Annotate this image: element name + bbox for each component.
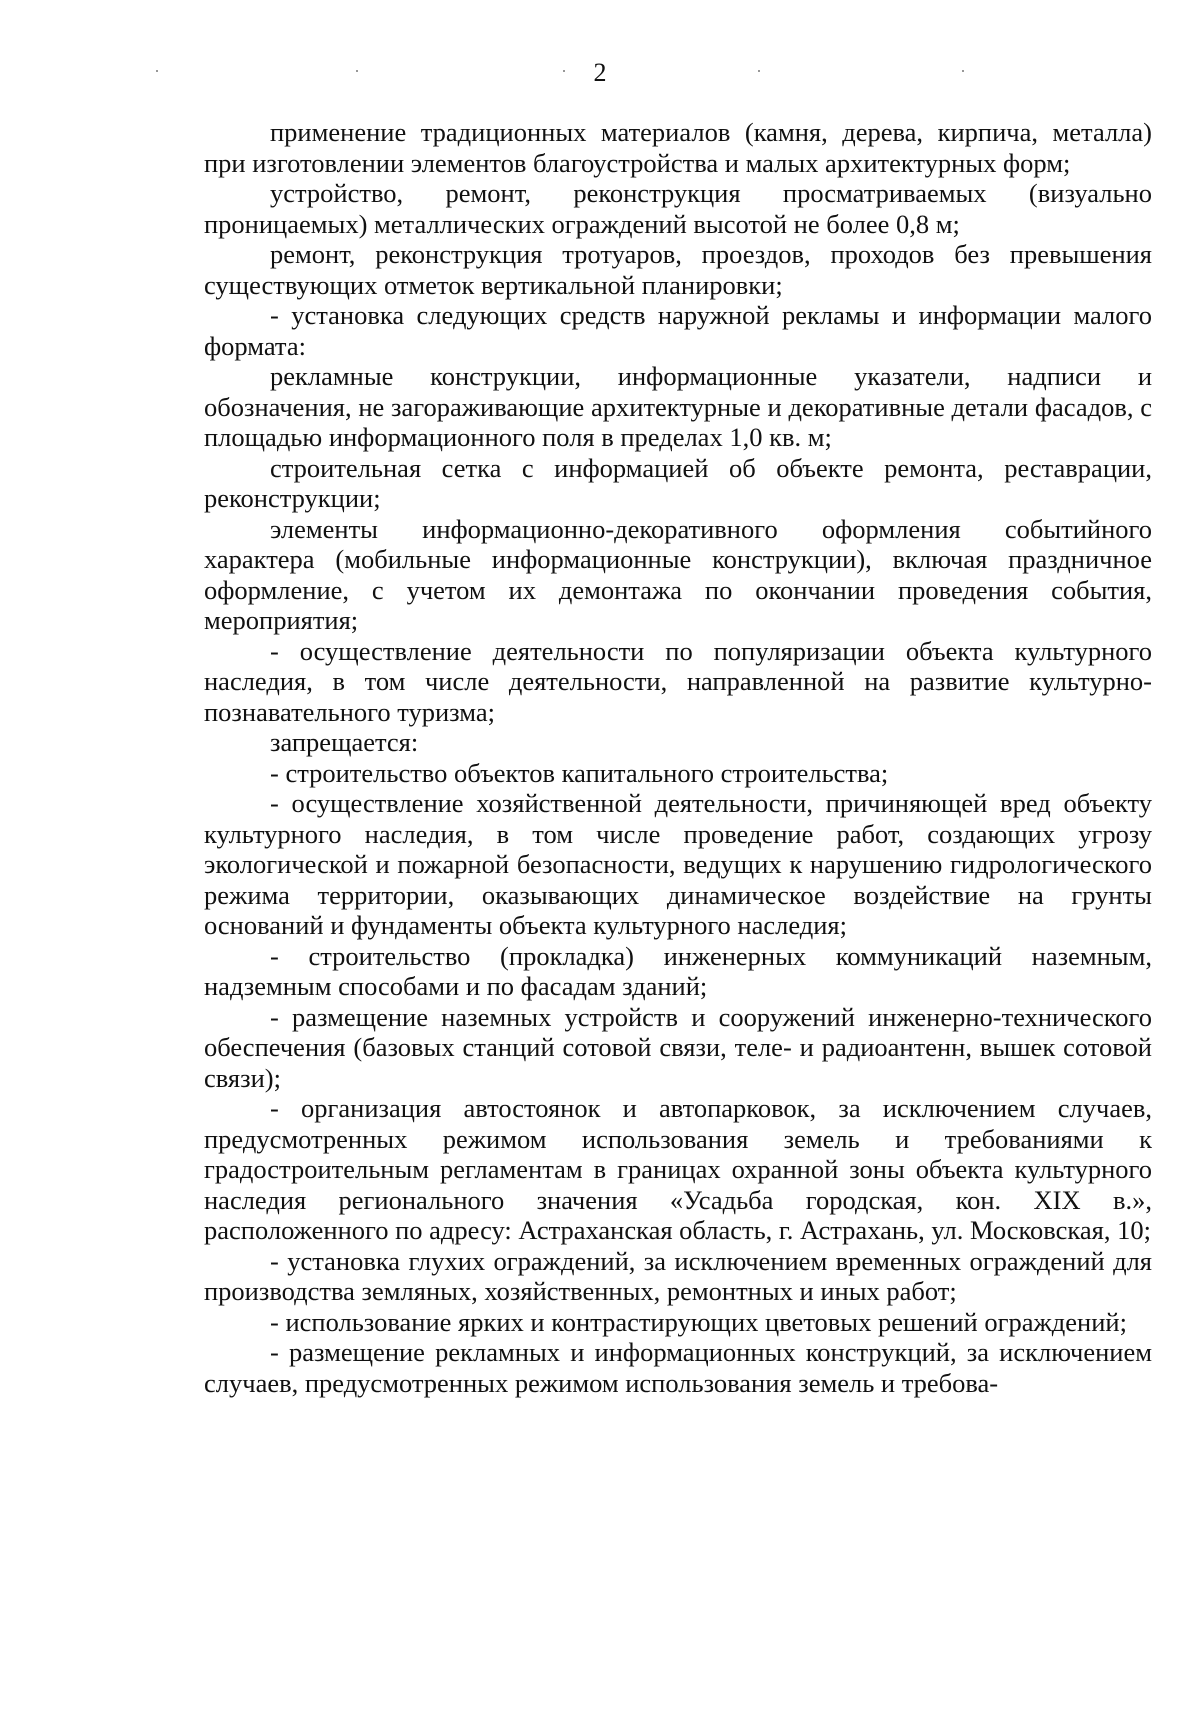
document-body — [204, 117, 1152, 1398]
paragraph: ремонт, реконструкция тротуаров, проездов, проходов без превышения существующих отметок вертикальной планировки; — [204, 239, 1152, 300]
paragraph: устройство, ремонт, реконструкция просматриваемых (визуально проницаемых) металлических ограждений высотой не более 0,8 м; — [204, 178, 1152, 239]
paragraph: - организация автостоянок и автопарковок, за исключением случаев, предусмотренных режимом использования земель и требованиями к градостроительным регламентам в границах охранной зоны объекта культурного наследия регионального значения «Усадьба городская, кон. XIX в.», расположенного по адресу: Астраханская область, г. Астрахань, ул. Московская, 10; — [204, 1093, 1152, 1245]
paragraph: - установка следующих средств наружной рекламы и информации малого формата: — [204, 300, 1152, 361]
page-number: 2 — [593, 58, 607, 87]
paragraph: - осуществление деятельности по популяризации объекта культурного наследия, в том числе деятельности, направленной на развитие культурно-познавательного туризма; — [204, 635, 1152, 727]
paragraph: - размещение рекламных и информационных конструкций, за исключением случаев, предусмотренных режимом использования земель и требова- — [204, 1337, 1152, 1398]
paragraph: запрещается: — [270, 727, 419, 757]
paragraph: элементы информационно-декоративного оформления событийного характера (мобильные информационные конструкции), включая праздничное оформление, с учетом их демонтажа по окончании проведения события, мероприятия; — [204, 513, 1152, 635]
paragraph: - строительство объектов капитального строительства; — [270, 757, 889, 788]
paragraph: рекламные конструкции, информационные указатели, надписи и обозначения, не загораживающие архитектурные и декоративные детали фасадов, с площадью информационного поля в пределах 1,0 кв. м; — [204, 361, 1152, 452]
paragraph: строительная сетка с информацией об объекте ремонта, реставрации, реконструкции; — [204, 452, 1152, 513]
paragraph: - установка глухих ограждений, за исключением временных ограждений для производства земляных, хозяйственных, ремонтных и иных работ; — [204, 1245, 1152, 1306]
paragraph: - использование ярких и контрастирующих цветовых решений ограждений; — [270, 1306, 1127, 1337]
paragraph: - осуществление хозяйственной деятельности, причиняющей вред объекту культурного наследия, в том числе проведение работ, создающих угрозу экологической и пожарной безопасности, ведущих к нарушению гидрологического режима территории, оказывающих динамическое воздействие на грунты оснований и фундаменты объекта культурного наследия; — [204, 788, 1152, 940]
paragraph: - строительство (прокладка) инженерных коммуникаций наземным, надземным способами и по фасадам зданий; — [204, 940, 1152, 1001]
paragraph: - размещение наземных устройств и сооружений инженерно-технического обеспечения (базовых станций сотовой связи, теле- и радиоантенн, вышек сотовой связи); — [204, 1001, 1152, 1093]
paragraph: применение традиционных материалов (камня, дерева, кирпича, металла) при изготовлении элементов благоустройства и малых архитектурных форм; — [204, 117, 1152, 178]
